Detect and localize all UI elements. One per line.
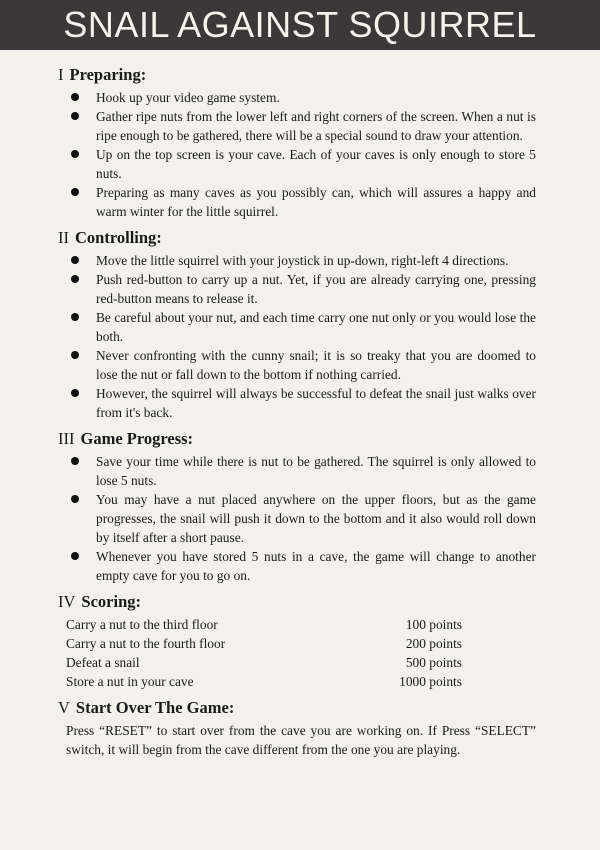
list-item: [66, 452, 536, 490]
section-game-progress: [58, 428, 536, 585]
list-item: [66, 490, 536, 547]
bullet-list: [66, 251, 536, 422]
section-heading: [58, 227, 536, 249]
score-action: Store a nut in your cave: [66, 674, 194, 689]
list-item: [66, 145, 536, 183]
list-item-text: Move the little squirrel with your joystick in up-down, right-left 4 directions.: [96, 253, 509, 268]
score-table: [66, 615, 536, 691]
list-item-text: Save your time while there is nut to be gathered. The squirrel is only allowed to lose 5 nuts.: [96, 454, 536, 488]
section-number: III: [58, 429, 75, 448]
section-heading: [58, 428, 536, 450]
list-item: [66, 183, 536, 221]
bullet-icon: [71, 275, 79, 283]
title-banner: [0, 0, 600, 50]
list-item-text: Whenever you have stored 5 nuts in a cave, the game will change to another empty cave for you to go on.: [96, 549, 536, 583]
table-row: [66, 653, 536, 672]
score-action: Defeat a snail: [66, 655, 140, 670]
score-points: 200 points: [405, 636, 462, 651]
page-title: SNAIL AGAINST SQUIRREL: [63, 4, 537, 45]
list-item-text: You may have a nut placed anywhere on the upper floors, but as the game progresses, the snail will push it down to the bottom and it also would roll down by itself after a short pause.: [96, 492, 536, 545]
score-points: 1000 points: [399, 674, 462, 689]
bullet-icon: [71, 188, 79, 196]
instructions-body: [58, 64, 536, 765]
section-title: Scoring:: [81, 592, 142, 611]
section-preparing: [58, 64, 536, 221]
list-item-text: Never confronting with the cunny snail; it is so treaky that you are doomed to lose the nut or fall down to the bottom if nothing carried.: [96, 348, 536, 382]
list-item-text: Hook up your video game system.: [96, 90, 280, 105]
section-scoring: [58, 591, 536, 691]
section-heading: [58, 697, 536, 719]
list-item: [66, 107, 536, 145]
list-item: [66, 547, 536, 585]
list-item: [66, 251, 536, 270]
section-controlling: [58, 227, 536, 422]
section-heading: [58, 591, 536, 613]
table-row: [66, 672, 536, 691]
start-over-text: Press “RESET” to start over from the cave you are working on. If Press “SELECT” switch, it will begin from the cave different from the one you are playing.: [66, 723, 536, 757]
list-item-text: Preparing as many caves as you possibly can, which will assures a happy and warm winter for the little squirrel.: [96, 185, 536, 219]
section-start-over: [58, 697, 536, 759]
list-item-text: Gather ripe nuts from the lower left and right corners of the screen. When a nut is ripe enough to be gathered, there will be a special sound to draw your attention.: [96, 109, 536, 143]
bullet-icon: [71, 552, 79, 560]
list-item-text: Up on the top screen is your cave. Each of your caves is only enough to store 5 nuts.: [96, 147, 536, 181]
section-number: V: [58, 698, 70, 717]
score-points: 100 points: [405, 617, 462, 632]
list-item-text: Push red-button to carry up a nut. Yet, if you are already carrying one, pressing red-button means to release it.: [96, 272, 536, 306]
list-item: [66, 88, 536, 107]
bullet-icon: [71, 93, 79, 101]
bullet-icon: [71, 457, 79, 465]
bullet-list: [66, 88, 536, 221]
section-title: Start Over The Game:: [75, 698, 235, 717]
bullet-icon: [71, 112, 79, 120]
list-item: [66, 346, 536, 384]
section-number: I: [58, 65, 64, 84]
score-action: Carry a nut to the third floor: [66, 617, 218, 632]
table-row: [66, 634, 536, 653]
table-row: [66, 615, 536, 634]
list-item-text: Be careful about your nut, and each time carry one nut only or you would lose the both.: [96, 310, 536, 344]
score-points: 500 points: [405, 655, 462, 670]
list-item: [66, 270, 536, 308]
bullet-icon: [71, 495, 79, 503]
section-title: Preparing:: [69, 65, 147, 84]
bullet-icon: [71, 351, 79, 359]
bullet-icon: [71, 150, 79, 158]
list-item: [66, 308, 536, 346]
section-number: II: [58, 228, 69, 247]
list-item: [66, 384, 536, 422]
bullet-icon: [71, 313, 79, 321]
score-action: Carry a nut to the fourth floor: [66, 636, 226, 651]
bullet-list: [66, 452, 536, 585]
list-item-text: However, the squirrel will always be successful to defeat the snail just walks over from it's back.: [96, 386, 536, 420]
section-title: Game Progress:: [80, 429, 194, 448]
section-number: IV: [58, 592, 76, 611]
bullet-icon: [71, 256, 79, 264]
bullet-icon: [71, 389, 79, 397]
section-title: Controlling:: [75, 228, 162, 247]
section-heading: [58, 64, 536, 86]
